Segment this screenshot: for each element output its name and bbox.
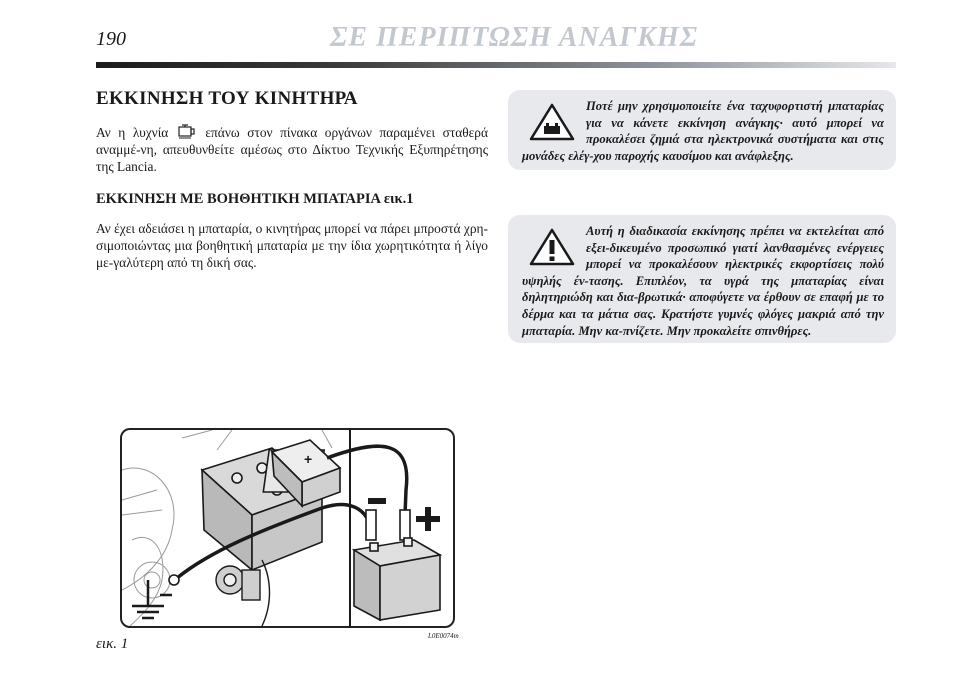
- positive-clamp: [400, 510, 410, 540]
- figure-label: εικ. 1: [96, 636, 129, 652]
- intro-text-end: επάνω στον πίνακα οργάνων παραμένει σταθερά αναμμέ-νη, απευθυνθείτε αμέσως στο Δίκτυο Τεχνικής Εξυπηρέτησης της Lancia.: [96, 125, 488, 174]
- intro-text-start: Αν η λυχνία: [96, 125, 169, 140]
- positive-terminal-mark: +: [304, 451, 313, 467]
- chapter-title: ΣΕ ΠΕΡΙΠΤΩΣΗ ΑΝΑΓΚΗΣ: [330, 22, 699, 53]
- warning-note-charger: [508, 90, 896, 170]
- left-column: [96, 88, 488, 271]
- page-number: 190: [96, 28, 126, 50]
- warning-note-danger: [508, 215, 896, 343]
- ground-clamp: [169, 575, 179, 585]
- engine-parts: [216, 560, 270, 626]
- figure-code: L0E0074m: [428, 632, 459, 640]
- battery-charger-warning-icon: [528, 102, 576, 142]
- warning-note-text: Ποτέ μην χρησιμοποιείτε ένα ταχυφορτιστή μπαταρίας για να κάνετε εκκίνηση ανάγκης· αυτό μπορεί να προκαλέσει ζημιά στα ηλεκτρονικά συστήματα και στις μονάδες ελέγ-χου παροχής καυσίμου και ανάφλεξης.: [522, 99, 884, 163]
- auxiliary-battery: [354, 538, 440, 620]
- intro-paragraph: [96, 124, 488, 175]
- header-rule: [96, 62, 896, 68]
- section-title: ΕΚΚΙΝΗΣΗ ΤΟΥ ΚΙΝΗΤΗΡΑ: [96, 88, 358, 109]
- jump-start-illustration: [122, 430, 453, 626]
- plus-sign-large: [416, 507, 440, 531]
- subsection-title: ΕΚΚΙΝΗΣΗ ΜΕ ΒΟΗΘΗΤΙΚΗ ΜΠΑΤΑΡΙΑ εικ.1: [96, 191, 414, 207]
- engine-immobilizer-lamp-icon: [178, 124, 196, 139]
- minus-sign-large: [368, 498, 386, 504]
- exclamation-warning-icon: [528, 227, 576, 267]
- subsection-paragraph: Αν έχει αδειάσει η μπαταρία, ο κινητήρας μπορεί να πάρει μπροστά χρη-σιμοποιώντας μια βοηθητική μπαταρία με την ίδια χωρητικότητα ή λίγο με-γαλύτερη από τη δική σας.: [96, 221, 488, 270]
- warning-note-text: Αυτή η διαδικασία εκκίνησης πρέπει να εκτελείται από εξει-δικευμένο προσωπικό γιατί λανθασμένες ενέργειες μπορεί να προκαλέσουν ηλεκτρικές εκφορτίσεις πολύ υψηλής έν-τασης. Επιπλέον, τα υγρά της μπαταρίας είναι δηλητηριώδη και δια-βρωτικά· αποφύγετε να έρθουν σε επαφή με το δέρμα και τα μάτια σας. Κρατήστε γυμνές φλόγες μακριά από την μπαταρία. Μην κα-πνίζετε. Μην προκαλείτε σπινθήρες.: [522, 224, 884, 338]
- figure-jump-start: [120, 428, 455, 628]
- ground-symbol: [132, 580, 172, 618]
- negative-clamp: [366, 510, 376, 540]
